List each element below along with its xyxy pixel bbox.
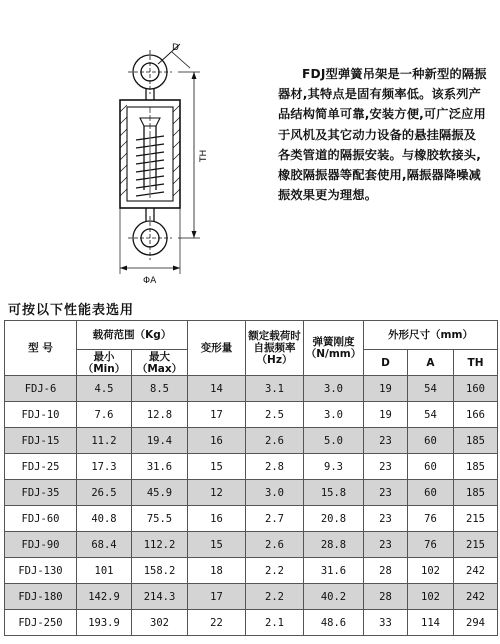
cell-a: 54 — [408, 402, 454, 428]
section-heading: 可按以下性能表选用 — [8, 303, 135, 318]
cell-deformation: 12 — [188, 480, 246, 506]
header-dimensions: 外形尺寸（mm） — [364, 321, 498, 350]
cell-deformation: 16 — [188, 506, 246, 532]
cell-th: 185 — [454, 480, 498, 506]
cell-load-min: 11.2 — [77, 428, 132, 454]
table-row — [5, 584, 498, 610]
cell-th: 242 — [454, 558, 498, 584]
cell-th: 185 — [454, 454, 498, 480]
cell-model: FDJ-250 — [5, 610, 77, 636]
table-body — [5, 376, 498, 636]
cell-model: FDJ-180 — [5, 584, 77, 610]
cell-load-min: 101 — [77, 558, 132, 584]
cell-d: 23 — [364, 454, 408, 480]
cell-stiffness: 20.8 — [304, 506, 364, 532]
cell-d: 23 — [364, 428, 408, 454]
cell-a: 76 — [408, 532, 454, 558]
cell-stiffness: 5.0 — [304, 428, 364, 454]
table-row — [5, 532, 498, 558]
cell-load-max: 214.3 — [132, 584, 188, 610]
cell-frequency: 3.1 — [246, 376, 304, 402]
cell-stiffness: 9.3 — [304, 454, 364, 480]
cell-th: 215 — [454, 506, 498, 532]
cell-a: 102 — [408, 584, 454, 610]
description-text: FDJ型弹簧吊架是一种新型的隔振器材,其特点是固有频率低。该系列产品结构简单可靠,安装方便,可广泛应用于风机及其它动力设备的悬挂隔振及各类管道的隔振安装。与橡胶软接头,橡胶隔振器等配套使用,隔振器降噪减振效果更为理想。 — [278, 67, 487, 203]
cell-deformation: 15 — [188, 532, 246, 558]
header-load-range: 载荷范围（Kg） — [77, 321, 188, 350]
cell-load-min: 40.8 — [77, 506, 132, 532]
cell-d: 19 — [364, 376, 408, 402]
cell-a: 102 — [408, 558, 454, 584]
cell-load-min: 142.9 — [77, 584, 132, 610]
cell-d: 23 — [364, 532, 408, 558]
cell-load-max: 158.2 — [132, 558, 188, 584]
cell-model: FDJ-15 — [5, 428, 77, 454]
cell-deformation: 17 — [188, 402, 246, 428]
cell-frequency: 2.5 — [246, 402, 304, 428]
header-stiffness: 弹簧刚度（N/mm） — [304, 321, 364, 376]
cell-load-max: 112.2 — [132, 532, 188, 558]
cell-stiffness: 15.8 — [304, 480, 364, 506]
cell-stiffness: 48.6 — [304, 610, 364, 636]
cell-frequency: 2.6 — [246, 428, 304, 454]
cell-a: 60 — [408, 480, 454, 506]
cell-stiffness: 28.8 — [304, 532, 364, 558]
cell-a: 114 — [408, 610, 454, 636]
product-description — [278, 64, 488, 205]
header-d: D — [364, 350, 408, 376]
cell-model: FDJ-130 — [5, 558, 77, 584]
cell-deformation: 14 — [188, 376, 246, 402]
cell-load-max: 302 — [132, 610, 188, 636]
table-row — [5, 376, 498, 402]
cell-stiffness: 3.0 — [304, 376, 364, 402]
dim-d-label: D — [172, 43, 179, 53]
table-row — [5, 506, 498, 532]
cell-d: 28 — [364, 584, 408, 610]
cell-d: 23 — [364, 480, 408, 506]
cell-model: FDJ-6 — [5, 376, 77, 402]
cell-d: 19 — [364, 402, 408, 428]
spring-hanger-drawing — [0, 0, 270, 290]
cell-load-max: 45.9 — [132, 480, 188, 506]
cell-frequency: 2.2 — [246, 558, 304, 584]
cell-load-min: 17.3 — [77, 454, 132, 480]
cell-th: 242 — [454, 584, 498, 610]
dim-a-label: ΦA — [143, 276, 157, 286]
cell-th: 160 — [454, 376, 498, 402]
cell-model: FDJ-60 — [5, 506, 77, 532]
cell-frequency: 2.8 — [246, 454, 304, 480]
cell-d: 23 — [364, 506, 408, 532]
cell-load-min: 7.6 — [77, 402, 132, 428]
cell-load-max: 19.4 — [132, 428, 188, 454]
table-row — [5, 480, 498, 506]
cell-model: FDJ-35 — [5, 480, 77, 506]
cell-deformation: 22 — [188, 610, 246, 636]
cell-deformation: 15 — [188, 454, 246, 480]
table-row — [5, 558, 498, 584]
cell-frequency: 2.7 — [246, 506, 304, 532]
cell-model: FDJ-10 — [5, 402, 77, 428]
cell-frequency: 2.6 — [246, 532, 304, 558]
cell-d: 28 — [364, 558, 408, 584]
cell-th: 185 — [454, 428, 498, 454]
table-row — [5, 428, 498, 454]
cell-a: 60 — [408, 454, 454, 480]
cell-load-max: 8.5 — [132, 376, 188, 402]
cell-deformation: 16 — [188, 428, 246, 454]
cell-frequency: 3.0 — [246, 480, 304, 506]
cell-th: 215 — [454, 532, 498, 558]
table-row — [5, 610, 498, 636]
cell-d: 33 — [364, 610, 408, 636]
header-a: A — [408, 350, 454, 376]
cell-deformation: 18 — [188, 558, 246, 584]
cell-load-min: 26.5 — [77, 480, 132, 506]
dim-th-label: TH — [199, 149, 209, 162]
cell-stiffness: 40.2 — [304, 584, 364, 610]
cell-a: 54 — [408, 376, 454, 402]
header-load-min: 最小（Min） — [77, 350, 132, 376]
cell-load-min: 193.9 — [77, 610, 132, 636]
cell-load-min: 68.4 — [77, 532, 132, 558]
cell-load-min: 4.5 — [77, 376, 132, 402]
cell-stiffness: 31.6 — [304, 558, 364, 584]
cell-stiffness: 3.0 — [304, 402, 364, 428]
header-load-max: 最大（Max） — [132, 350, 188, 376]
header-deformation: 变形量 — [188, 321, 246, 376]
cell-frequency: 2.1 — [246, 610, 304, 636]
cell-model: FDJ-25 — [5, 454, 77, 480]
cell-a: 76 — [408, 506, 454, 532]
header-frequency: 额定载荷时自振频率（Hz） — [246, 321, 304, 376]
cell-th: 166 — [454, 402, 498, 428]
cell-load-max: 31.6 — [132, 454, 188, 480]
header-model: 型 号 — [5, 321, 77, 376]
cell-th: 294 — [454, 610, 498, 636]
cell-load-max: 75.5 — [132, 506, 188, 532]
table-row — [5, 402, 498, 428]
performance-table — [4, 320, 498, 636]
header-th: TH — [454, 350, 498, 376]
table-row — [5, 454, 498, 480]
cell-load-max: 12.8 — [132, 402, 188, 428]
cell-deformation: 17 — [188, 584, 246, 610]
cell-a: 60 — [408, 428, 454, 454]
cell-frequency: 2.2 — [246, 584, 304, 610]
cell-model: FDJ-90 — [5, 532, 77, 558]
